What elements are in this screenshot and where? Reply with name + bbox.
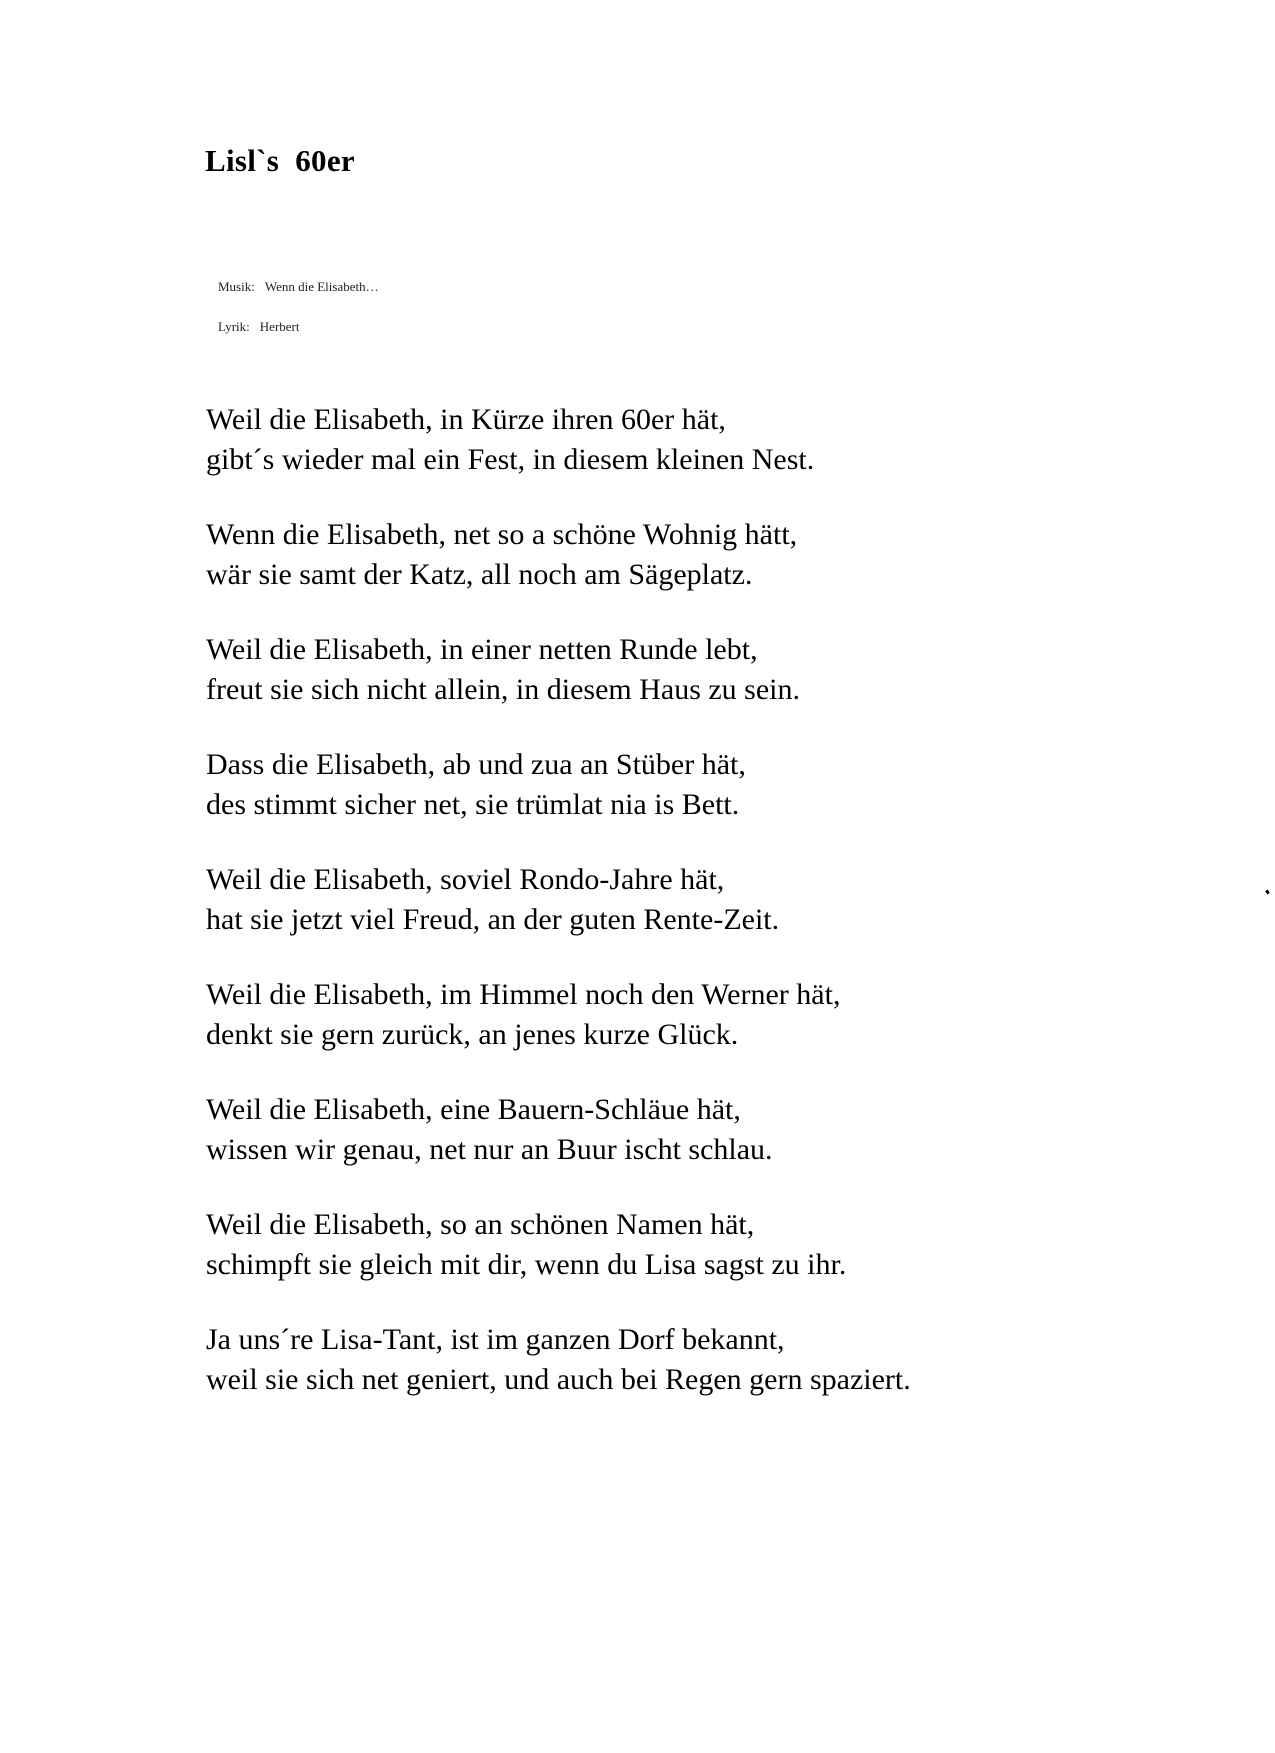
page-title: Lisl`s 60er xyxy=(205,143,355,178)
stanza-2 xyxy=(206,515,1206,595)
stanza-line: Weil die Elisabeth, soviel Rondo-Jahre hät, xyxy=(206,863,725,896)
stanza-1 xyxy=(206,400,1206,480)
stanza-line: des stimmt sicher net, sie trümlat nia is Bett. xyxy=(206,788,740,821)
stanza-3 xyxy=(206,630,1206,710)
stanza-line: Weil die Elisabeth, eine Bauern-Schläue hät, xyxy=(206,1093,741,1126)
stanza-line: wär sie samt der Katz, all noch am Sägeplatz. xyxy=(206,558,753,591)
stanza-line: Weil die Elisabeth, im Himmel noch den Werner hät, xyxy=(206,978,841,1011)
stanza-6 xyxy=(206,975,1206,1055)
stanza-line: hat sie jetzt viel Freud, an der guten Rente-Zeit. xyxy=(206,903,780,936)
scan-speck xyxy=(1265,890,1270,895)
music-credit-label: Musik: xyxy=(218,279,255,294)
music-credit-value: Wenn die Elisabeth… xyxy=(264,279,379,294)
stanza-line: Dass die Elisabeth, ab und zua an Stüber hät, xyxy=(206,748,746,781)
stanza-line: Wenn die Elisabeth, net so a schöne Wohnig hätt, xyxy=(206,518,798,551)
stanza-line: weil sie sich net geniert, und auch bei Regen gern spaziert. xyxy=(206,1363,911,1396)
stanza-8 xyxy=(206,1205,1206,1285)
lyrics-credit xyxy=(205,303,299,351)
stanza-line: Weil die Elisabeth, in Kürze ihren 60er hät, xyxy=(206,403,726,436)
lyrics-credit-label: Lyrik: xyxy=(218,319,250,334)
stanza-line: Ja uns´re Lisa-Tant, ist im ganzen Dorf bekannt, xyxy=(206,1323,785,1356)
stanza-7 xyxy=(206,1090,1206,1170)
stanza-line: freut sie sich nicht allein, in diesem Haus zu sein. xyxy=(206,673,801,706)
stanza-line: denkt sie gern zurück, an jenes kurze Glück. xyxy=(206,1018,739,1051)
stanza-line: Weil die Elisabeth, in einer netten Runde lebt, xyxy=(206,633,758,666)
stanza-9 xyxy=(206,1320,1206,1400)
song-lyrics xyxy=(206,400,1206,1435)
stanza-4 xyxy=(206,745,1206,825)
stanza-line: schimpft sie gleich mit dir, wenn du Lisa sagst zu ihr. xyxy=(206,1248,847,1281)
stanza-line: wissen wir genau, net nur an Buur ischt schlau. xyxy=(206,1133,773,1166)
stanza-5 xyxy=(206,860,1206,940)
lyrics-credit-value: Herbert xyxy=(259,319,300,334)
stanza-line: gibt´s wieder mal ein Fest, in diesem kleinen Nest. xyxy=(206,443,815,476)
stanza-line: Weil die Elisabeth, so an schönen Namen hät, xyxy=(206,1208,755,1241)
